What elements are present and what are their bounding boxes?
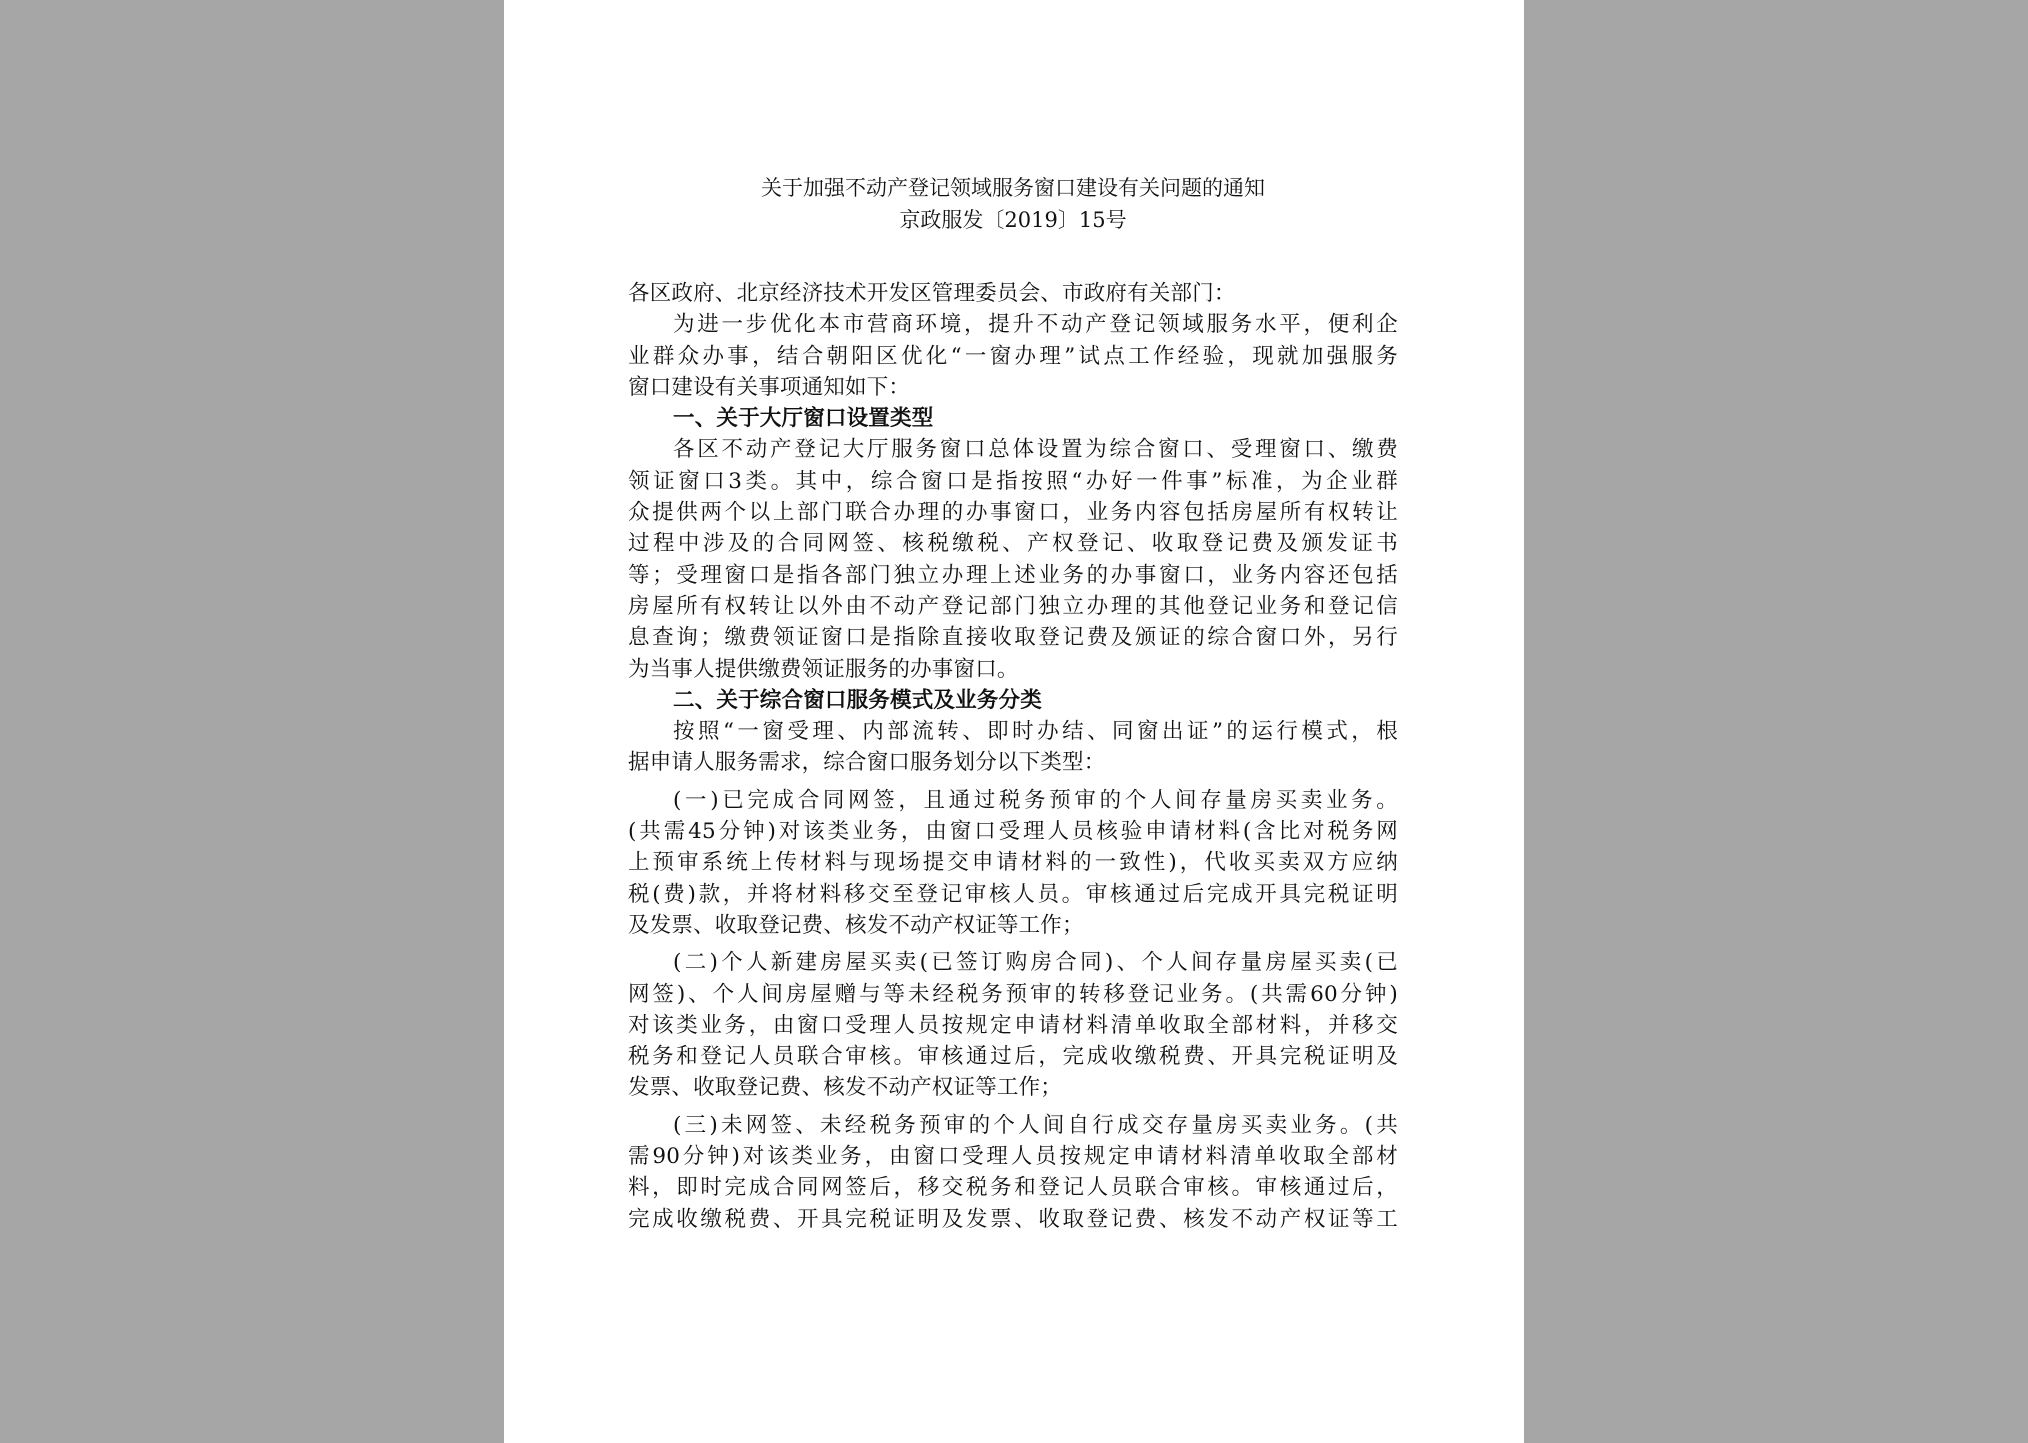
paragraph-line: 据申请人服务需求，综合窗口服务划分以下类型： [628, 750, 1106, 776]
paragraph-line: 网签)、个人间房屋赠与等未经税务预审的转移登记业务。(共需60分钟) [628, 981, 1398, 1007]
paragraph-line: 息查询；缴费领证窗口是指除直接收取登记费及颁证的综合窗口外，另行 [628, 625, 1398, 651]
paragraph-line: 窗口建设有关事项通知如下： [628, 374, 911, 400]
document-page [504, 0, 1524, 1443]
paragraph-line: 等；受理窗口是指各部门独立办理上述业务的办事窗口，业务内容还包括 [628, 562, 1398, 588]
paragraph-line: 上预审系统上传材料与现场提交申请材料的一致性)，代收买卖双方应纳 [628, 850, 1398, 876]
paragraph-line: 料，即时完成合同网签后，移交税务和登记人员联合审核。审核通过后， [628, 1175, 1398, 1201]
paragraph-line: (三)未网签、未经税务预审的个人间自行成交存量房买卖业务。(共 [673, 1112, 1398, 1138]
paragraph-line: 税(费)款，并将材料移交至登记审核人员。审核通过后完成开具完税证明 [628, 881, 1398, 907]
paragraph-line: 完成收缴税费、开具完税证明及发票、收取登记费、核发不动产权证等工 [628, 1206, 1398, 1232]
paragraph-line: 发票、收取登记费、核发不动产权证等工作； [628, 1075, 1063, 1101]
document-number: 京政服发〔2019〕15号 [899, 208, 1127, 232]
paragraph-line: 为当事人提供缴费领证服务的办事窗口。 [628, 656, 1019, 682]
addressee-line: 各区政府、北京经济技术开发区管理委员会、市政府有关部门： [628, 281, 1236, 306]
section-heading-1: 一、关于大厅窗口设置类型 [673, 406, 934, 432]
section-heading-2: 二、关于综合窗口服务模式及业务分类 [673, 687, 1042, 713]
paragraph-line: 税务和登记人员联合审核。审核通过后，完成收缴税费、开具完税证明及 [628, 1044, 1398, 1070]
paragraph-line: 及发票、收取登记费、核发不动产权证等工作； [628, 912, 1084, 938]
paragraph-line: (一)已完成合同网签，且通过税务预审的个人间存量房买卖业务。 [673, 787, 1398, 813]
paragraph-line: (二)个人新建房屋买卖(已签订购房合同)、个人间存量房屋买卖(已 [673, 950, 1398, 976]
paragraph-line: 过程中涉及的合同网签、核税缴税、产权登记、收取登记费及颁发证书 [628, 531, 1398, 557]
paragraph-line: 为进一步优化本市营商环境，提升不动产登记领域服务水平，便利企 [673, 312, 1398, 338]
paragraph-line: 按照“一窗受理、内部流转、即时办结、同窗出证”的运行模式，根 [673, 719, 1398, 745]
paragraph-line: 需90分钟)对该类业务，由窗口受理人员按规定申请材料清单收取全部材 [628, 1144, 1398, 1170]
paragraph-line: 对该类业务，由窗口受理人员按规定申请材料清单收取全部材料，并移交 [628, 1012, 1398, 1038]
document-content [628, 172, 1398, 1235]
paragraph-line: 各区不动产登记大厅服务窗口总体设置为综合窗口、受理窗口、缴费 [673, 437, 1398, 463]
paragraph-line: 领证窗口3类。其中，综合窗口是指按照“办好一件事”标准，为企业群 [628, 468, 1398, 494]
paragraph-line: 众提供两个以上部门联合办理的办事窗口，业务内容包括房屋所有权转让 [628, 500, 1398, 526]
paragraph-line: 房屋所有权转让以外由不动产登记部门独立办理的其他登记业务和登记信 [628, 593, 1398, 619]
paragraph-line: (共需45分钟)对该类业务，由窗口受理人员核验申请材料(含比对税务网 [628, 819, 1398, 845]
paragraph-line: 业群众办事，结合朝阳区优化“一窗办理”试点工作经验，现就加强服务 [628, 343, 1398, 369]
document-title: 关于加强不动产登记领域服务窗口建设有关问题的通知 [761, 176, 1265, 200]
